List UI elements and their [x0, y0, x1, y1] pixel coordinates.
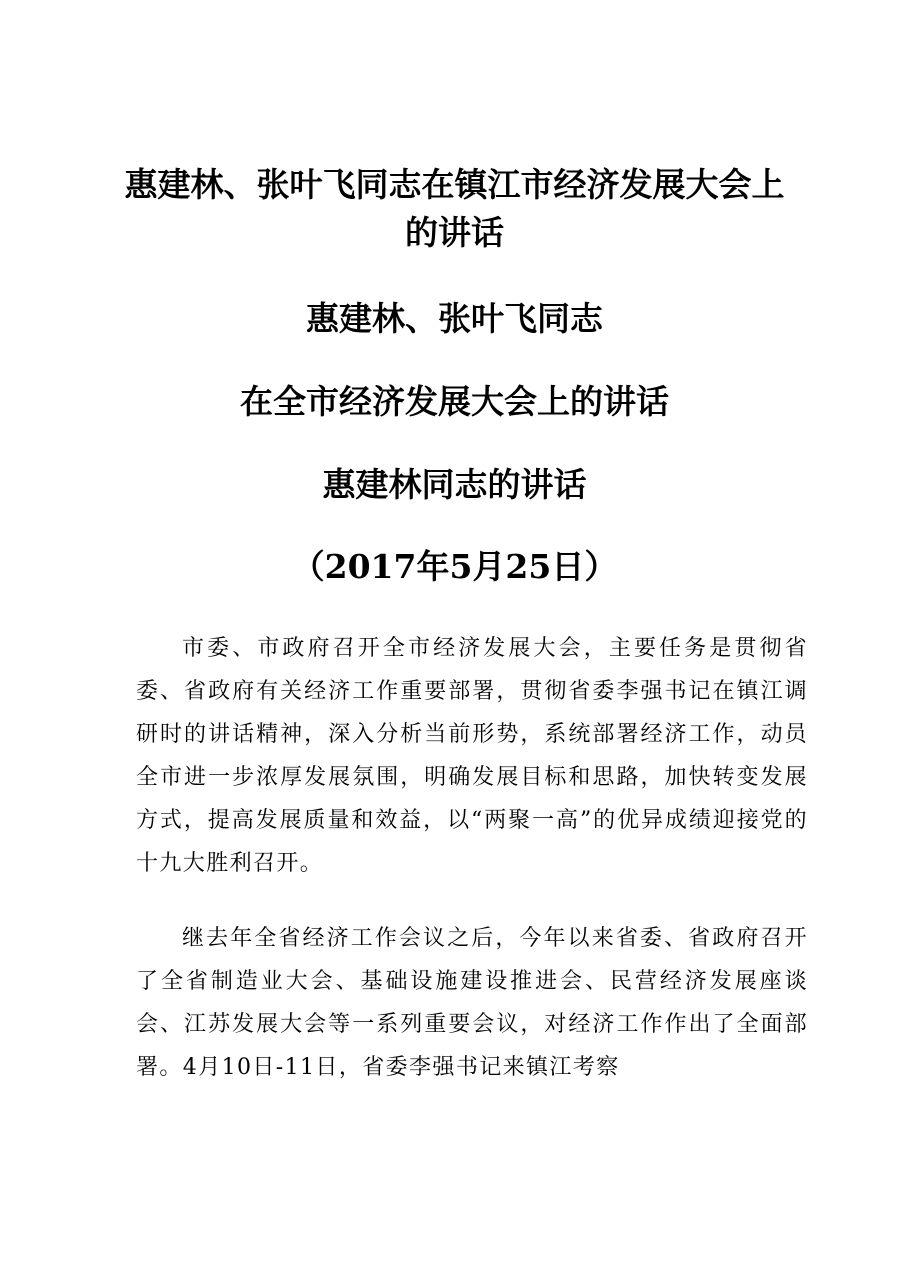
document-title-line-1: 惠建林、张叶飞同志在镇江市经济发展大会上	[124, 165, 785, 204]
body-paragraph: 市委、市政府召开全市经济发展大会，主要任务是贯彻省委、省政府有关经济工作重要部署，贯彻省委李强书记在镇江调研时的讲话精神，深入分析当前形势，系统部署经济工作，动员全市进一步浓厚发展氛围，明确发展目标和思路，加快转变发展方式，提高发展质量和效益，以“两聚一高”的优异成绩迎接党的十九大胜利召开。	[136, 636, 808, 876]
speakers-heading: 惠建林、张叶飞同志	[306, 299, 603, 338]
subtitle-heading: 在全市经济发展大会上的讲话	[240, 382, 669, 421]
document-title-line-2: 的讲话	[405, 213, 504, 252]
body-paragraph: 继去年全省经济工作会议之后，今年以来省委、省政府召开了全省制造业大会、基础设施建设推进会、民营经济发展座谈会、江苏发展大会等一系列重要会议，对经济工作作出了全面部署。4月10日-11日，省委李强书记来镇江考察	[136, 926, 808, 1080]
section-heading: 惠建林同志的讲话	[322, 465, 587, 504]
speech-date: （2017年5月25日）	[291, 547, 618, 586]
